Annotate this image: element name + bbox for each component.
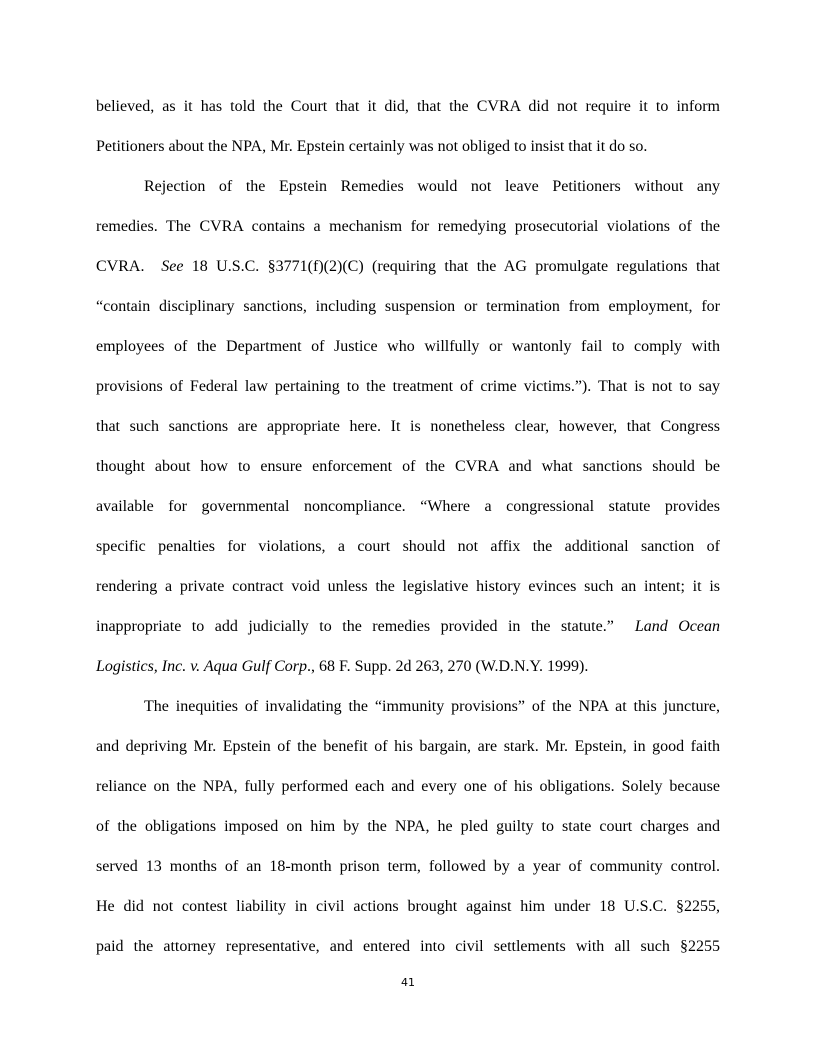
text-line: believed, as it has told the Court that it did, that the CVRA did not require it to inform [96, 98, 720, 115]
text-line: and depriving Mr. Epstein of the benefit of his bargain, are stark. Mr. Epstein, in good faith [96, 738, 720, 755]
text-line [96, 247, 720, 287]
text-span: inappropriate to add judicially to the remedies provided in the statute.” [96, 618, 635, 635]
citation-signal: See [161, 258, 184, 275]
text-line: reliance on the NPA, fully performed each and every one of his obligations. Solely because [96, 778, 720, 795]
text-line: Petitioners about the NPA, Mr. Epstein certainly was not obliged to insist that it do so. [96, 138, 648, 155]
case-name: Land Ocean [634, 618, 721, 635]
document-body [96, 87, 720, 967]
text-line: paid the attorney representative, and entered into civil settlements with all such §2255 [96, 938, 720, 955]
paragraph-start-line: Rejection of the Epstein Remedies would not leave Petitioners without any [144, 178, 720, 195]
paragraph-start-line: The inequities of invalidating the “immunity provisions” of the NPA at this juncture, [144, 698, 720, 715]
text-line: employees of the Department of Justice who willfully or wantonly fail to comply with [96, 338, 720, 355]
text-span: 18 U.S.C. §3771(f)(2)(C) (requiring that the AG promulgate regulations that [183, 258, 720, 275]
citation-text: ., 68 F. Supp. 2d 263, 270 (W.D.N.Y. 1999). [306, 658, 589, 675]
text-line: He did not contest liability in civil actions brought against him under 18 U.S.C. §2255, [96, 898, 720, 915]
case-name: Logistics, Inc. v. Aqua Gulf Corp [96, 658, 307, 675]
text-line: provisions of Federal law pertaining to the treatment of crime victims.”). That is not to say [96, 378, 720, 395]
page-number: 41 [401, 976, 415, 989]
text-line: “contain disciplinary sanctions, including suspension or termination from employment, for [96, 298, 720, 315]
text-line: that such sanctions are appropriate here. It is nonetheless clear, however, that Congress [96, 418, 720, 435]
text-line: thought about how to ensure enforcement of the CVRA and what sanctions should be [96, 458, 720, 475]
text-line: served 13 months of an 18-month prison term, followed by a year of community control. [96, 858, 720, 875]
text-line: available for governmental noncompliance. “Where a congressional statute provides [96, 498, 720, 515]
text-line: remedies. The CVRA contains a mechanism for remedying prosecutorial violations of the [96, 218, 720, 235]
text-line: specific penalties for violations, a court should not affix the additional sanction of [96, 538, 720, 555]
text-line [96, 607, 720, 647]
text-line: of the obligations imposed on him by the NPA, he pled guilty to state court charges and [96, 818, 720, 835]
text-line: rendering a private contract void unless the legislative history evinces such an intent; it is [96, 578, 720, 595]
text-line [96, 647, 720, 687]
text-span: CVRA. [96, 258, 162, 275]
